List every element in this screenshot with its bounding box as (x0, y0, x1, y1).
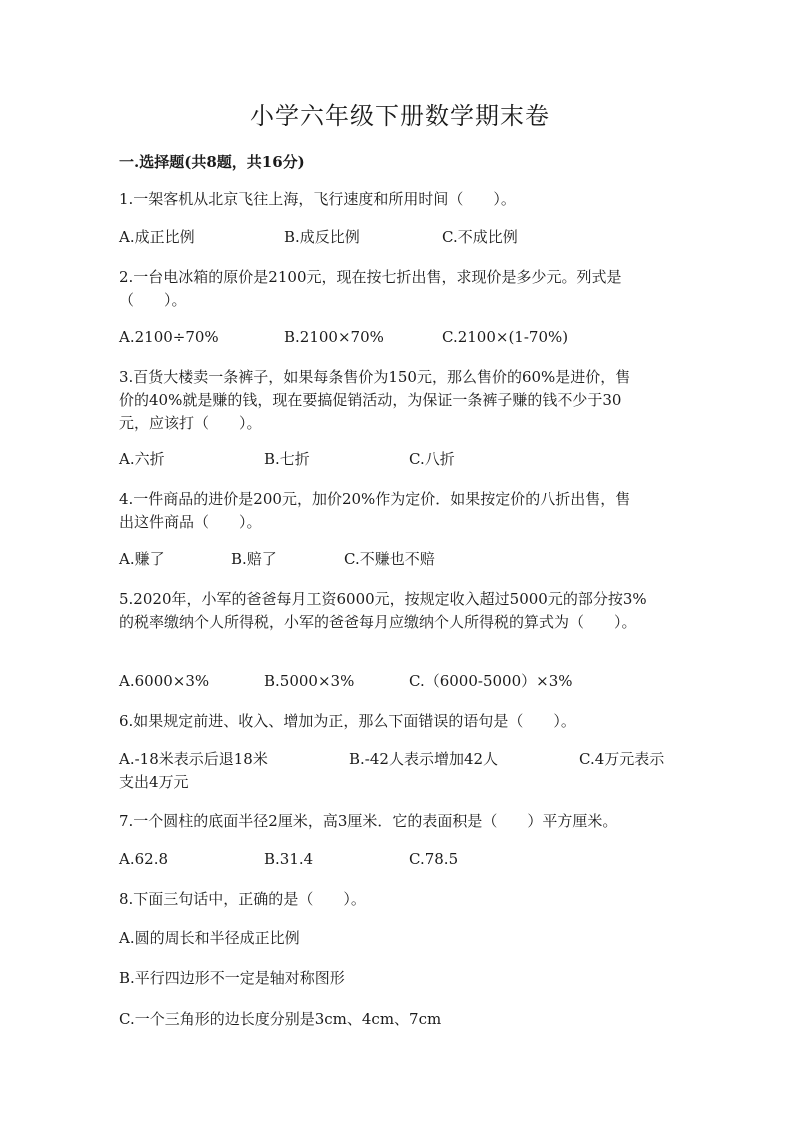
question-8-option-b: B.平行四边形不一定是轴对称图形 (119, 969, 345, 987)
question-5-option-a: A.6000×3% (119, 672, 210, 690)
question-4-option-c: C.不赚也不赔 (344, 550, 435, 568)
question-4-line-2: 出这件商品（ ）。 (119, 513, 262, 531)
question-3-line-2: 价的40%就是赚的钱，现在要搞促销活动，为保证一条裤子赚的钱不少于30 (119, 391, 622, 409)
question-8-option-c: C.一个三角形的边长度分别是3cm、4cm、7cm (119, 1010, 442, 1028)
question-6-line-1: 6.如果规定前进、收入、增加为正，那么下面错误的语句是（ ）。 (119, 712, 576, 730)
question-7-options (119, 848, 689, 870)
question-6-option-c-continuation: 支出4万元 (119, 773, 189, 791)
question-7-option-b: B.31.4 (264, 850, 314, 868)
question-7-option-c: C.78.5 (409, 850, 459, 868)
section-heading: 一.选择题(共8题，共16分) (119, 153, 305, 171)
question-6-option-b: B.-42人表示增加42人 (349, 750, 499, 768)
question-3-options (119, 448, 689, 470)
question-1-option-c: C.不成比例 (442, 228, 518, 246)
question-5-line-1: 5.2020年，小军的爸爸每月工资6000元，按规定收入超过5000元的部分按3% (119, 590, 647, 608)
question-2-option-c: C.2100×(1-70%) (442, 328, 569, 346)
question-1-option-a: A.成正比例 (119, 228, 195, 246)
question-3-line-1: 3.百货大楼卖一条裤子，如果每条售价为150元，那么售价的60%是进价，售 (119, 368, 631, 386)
question-2-option-b: B.2100×70% (284, 328, 384, 346)
question-3-option-a: A.六折 (119, 450, 165, 468)
question-1-option-b: B.成反比例 (284, 228, 360, 246)
question-4-options (119, 548, 689, 570)
question-2-line-1: 2.一台电冰箱的原价是2100元，现在按七折出售，求现价是多少元。列式是 (119, 268, 622, 286)
question-1-line-1: 1.一架客机从北京飞往上海，飞行速度和所用时间（ ）。 (119, 190, 516, 208)
question-5-line-2: 的税率缴纳个人所得税，小军的爸爸每月应缴纳个人所得税的算式为（ ）。 (119, 613, 637, 631)
question-4-option-b: B.赔了 (231, 550, 277, 568)
question-3-line-3: 元，应该打（ ）。 (119, 414, 262, 432)
question-5-option-c: C.（6000-5000）×3% (409, 672, 573, 690)
question-7-option-a: A.62.8 (119, 850, 168, 868)
question-2-line-2: （ ）。 (119, 291, 187, 309)
question-8-option-a: A.圆的周长和半径成正比例 (119, 929, 300, 947)
question-6-option-c: C.4万元表示 (579, 750, 665, 768)
question-7-line-1: 7.一个圆柱的底面半径2厘米，高3厘米．它的表面积是（ ）平方厘米。 (119, 812, 618, 830)
question-5-options (119, 670, 689, 692)
page-title: 小学六年级下册数学期末卷 (250, 102, 550, 130)
question-5-option-b: B.5000×3% (264, 672, 355, 690)
question-6-options (119, 748, 689, 770)
question-1-options (119, 226, 689, 248)
question-3-option-b: B.七折 (264, 450, 310, 468)
question-2-option-a: A.2100÷70% (119, 328, 219, 346)
question-4-line-1: 4.一件商品的进价是200元，加价20%作为定价．如果按定价的八折出售，售 (119, 490, 631, 508)
question-8-line-1: 8.下面三句话中，正确的是（ ）。 (119, 890, 366, 908)
question-6-option-a: A.-18米表示后退18米 (119, 750, 268, 768)
question-3-option-c: C.八折 (409, 450, 455, 468)
question-4-option-a: A.赚了 (119, 550, 165, 568)
question-2-options (119, 326, 689, 348)
